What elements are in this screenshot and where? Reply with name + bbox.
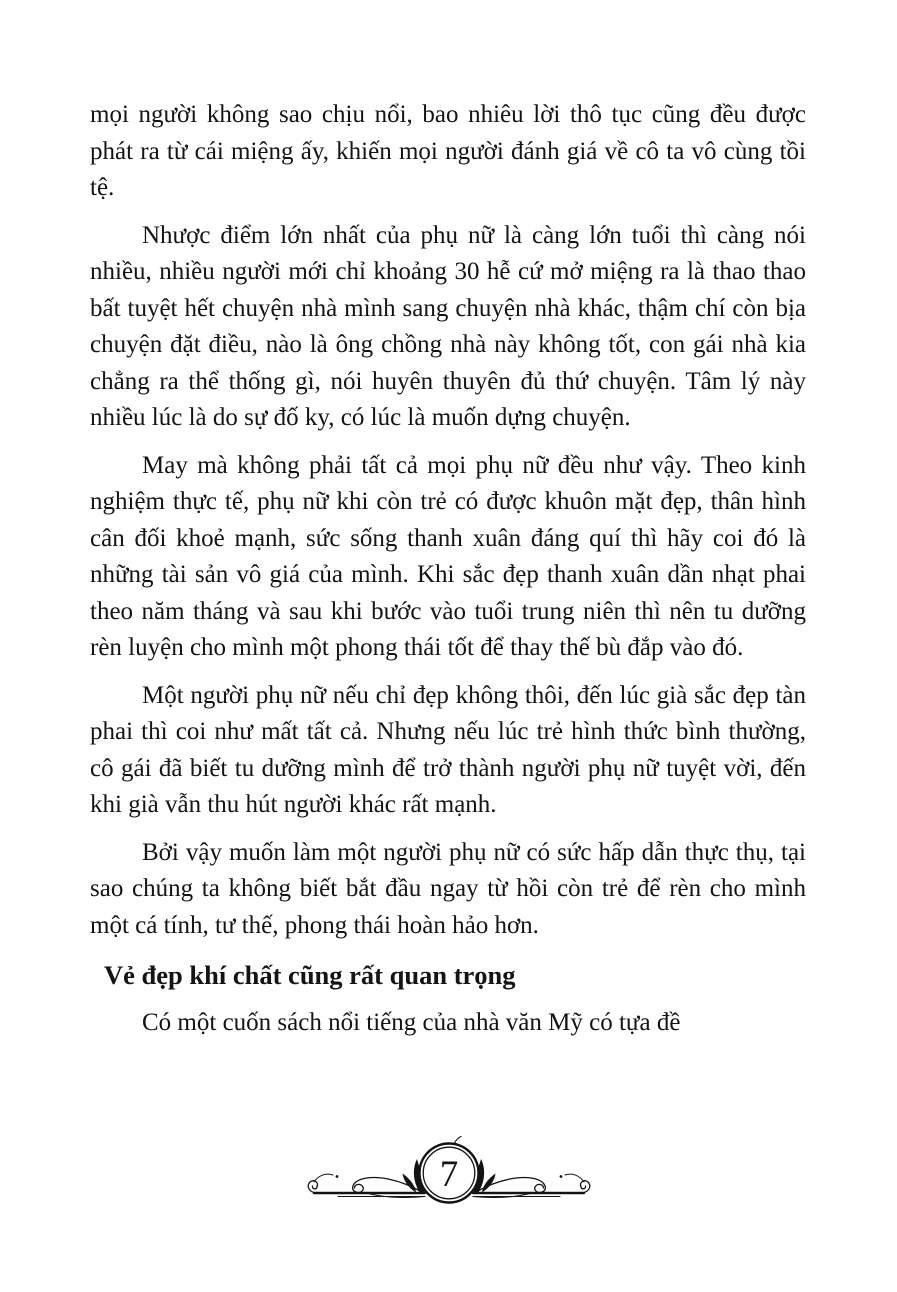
section-heading: Vẻ đẹp khí chất cũng rất quan trọng — [104, 960, 516, 990]
paragraph: Bởi vậy muốn làm một người phụ nữ có sức hấp dẫn thực thụ, tại sao chúng ta không biết bắt đầu ngay từ hồi còn trẻ để rèn cho mình một cá tính, tư thế, phong thái hoàn hảo hơn. — [90, 838, 806, 939]
paragraph: mọi người không sao chịu nổi, bao nhiêu lời thô tục cũng đều được phát ra từ cái miệng ấy, khiến mọi người đánh giá về cô ta vô cùng tồi tệ. — [90, 101, 806, 201]
page-number: 7 — [439, 1154, 458, 1195]
paragraph: May mà không phải tất cả mọi phụ nữ đều như vậy. Theo kinh nghiệm thực tế, phụ nữ khi còn trẻ có được khuôn mặt đẹp, thân hình cân đối khoẻ mạnh, sức sống thanh xuân đáng quí thì hãy coi đó là những tài sản vô giá của mình. Khi sắc đẹp thanh xuân dần nhạt phai theo năm tháng và sau khi bước vào tuổi trung niên thì nên tu dưỡng rèn luyện cho mình một phong thái tốt để thay thế bù đắp vào đó. — [90, 451, 806, 661]
flourish-ornament-icon — [308, 1137, 590, 1203]
paragraph: Có một cuốn sách nổi tiếng của nhà văn Mỹ có tựa đề — [142, 1009, 681, 1036]
page-number-ornament — [304, 1135, 594, 1220]
paragraph: Một người phụ nữ nếu chỉ đẹp không thôi, đến lúc già sắc đẹp tàn phai thì coi như mất tất cả. Nhưng nếu lúc trẻ hình thức bình thường, cô gái đã biết tu dưỡng mình để trở thành người phụ nữ tuyệt vời, đến khi già vẫn thu hút người khác rất mạnh. — [90, 681, 806, 818]
page-text — [90, 97, 806, 1053]
paragraph: Nhược điểm lớn nhất của phụ nữ là càng lớn tuổi thì càng nói nhiều, nhiều người mới chỉ khoảng 30 hễ cứ mở miệng ra là thao thao bất tuyệt hết chuyện nhà mình sang chuyện nhà khác, thậm chí còn bịa chuyện đặt điều, nào là ông chồng nhà này không tốt, con gái nhà kia chẳng ra thể thống gì, nói huyên thuyên đủ thứ chuyện. Tâm lý này nhiều lúc là do sự đố ky, có lúc là muốn dựng chuyện. — [90, 221, 806, 431]
